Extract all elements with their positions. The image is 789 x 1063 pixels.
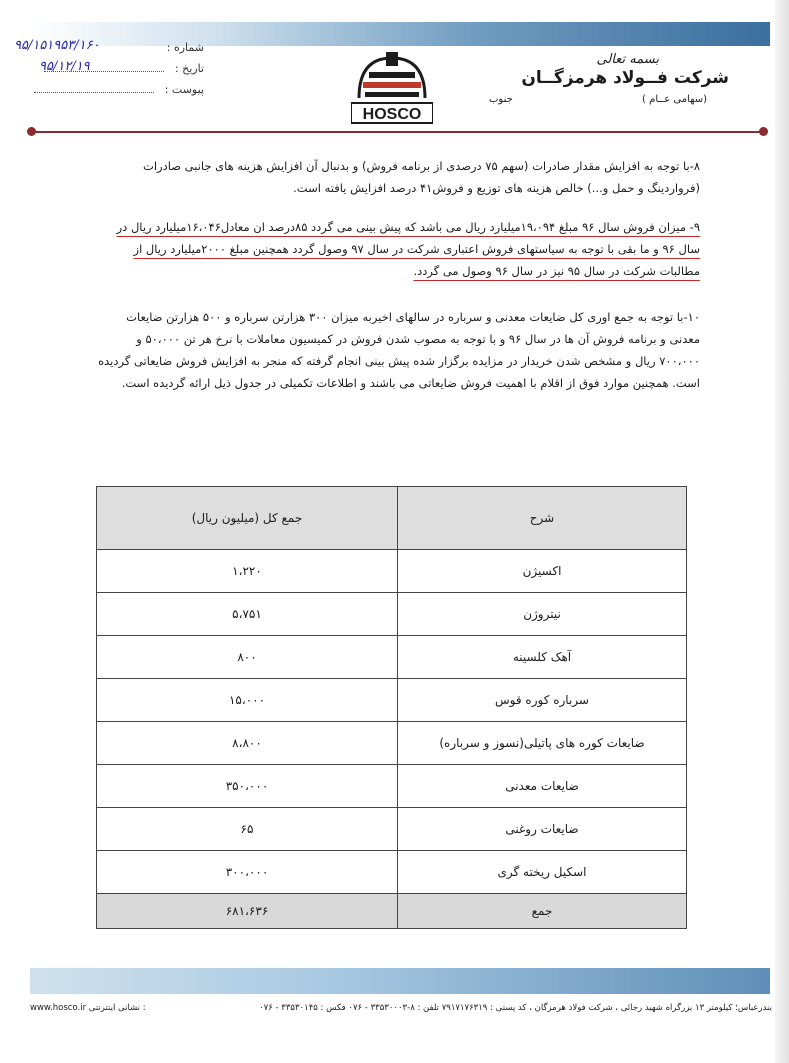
row-value: ۱۵،۰۰۰	[97, 679, 398, 722]
paragraph-9: ۹- میزان فروش سال ۹۶ مبلغ ۱۹،۰۹۴میلیارد ریال می باشد که پیش بینی می گردد ۸۵درصد ان معادل۱۶،۰۴۶میلیارد ریال در سال ۹۶ و ما بقی با توجه به سیاستهای فروش اعتباری شرکت در سال ۹۷ وصول گردد همچنین مبلغ ۲۰۰۰میلیارد ریال از مطالبات شرکت در سال ۹۵ نیز در سال ۹۶ وصول می گردد.	[116, 220, 700, 278]
page-edge-shadow	[775, 0, 789, 1063]
company-name: شرکت فــولاد هرمزگــان	[521, 68, 729, 88]
footer-color-band	[30, 968, 770, 994]
divider-dot-left	[27, 127, 36, 136]
row-desc: اسکیل ریخته گری	[398, 851, 687, 894]
col-header-total: جمع کل (میلیون ریال)	[97, 487, 398, 550]
attachment-row	[14, 80, 204, 101]
divider-dot-right	[759, 127, 768, 136]
table-row	[97, 722, 687, 765]
header-divider	[30, 131, 765, 133]
date-label: تاریخ :	[174, 62, 204, 75]
footer-address: بندرعباس؛ کیلومتر ۱۳ بزرگراه شهید رجائی ، شرکت فولاد هرمزگان ، کد پستی : ۷۹۱۷۱۷۶۳۱۹ تلفن : ۸-۳۳۵۳۰۰۰۳ - ۰۷۶ فکس : ۳۳۵۳۰۱۴۵ - ۰۷۶	[259, 1003, 772, 1013]
footer-website[interactable]: www.hosco.ir	[30, 1003, 87, 1013]
basmala: بسمه تعالی	[596, 52, 659, 67]
table-row	[97, 636, 687, 679]
footer-website-label: نشانی اینترنتی :	[88, 1003, 146, 1013]
table-row	[97, 550, 687, 593]
paragraph-8: ۸-با توجه به افزایش مقدار صادرات (سهم ۷۵ درصدی از برنامه فروش) و بدنبال آن افزایش هزینه های جانبی صادرات (فرواردینگ و حمل و...) خالص هزینه های توزیع و فروش۴۱ درصد افزایش یافته است.	[143, 159, 700, 195]
footer-website-block	[30, 1003, 146, 1013]
table-row	[97, 593, 687, 636]
row-value: ۵،۷۵۱	[97, 593, 398, 636]
date-row	[14, 59, 204, 80]
row-desc: ضایعات کوره های پاتیلی(نسوز و سرباره)	[398, 722, 687, 765]
reference-number-value: ۹۵/۱۵۱۹۵۳/۱۶۰	[14, 38, 100, 53]
company-region: جنوب	[489, 94, 513, 105]
row-value: ۸،۸۰۰	[97, 722, 398, 765]
table-row	[97, 679, 687, 722]
row-desc: سرباره کوره قوس	[398, 679, 687, 722]
table-header-row	[97, 487, 687, 550]
row-desc: آهک کلسینه	[398, 636, 687, 679]
table-row	[97, 851, 687, 894]
hosco-logo	[351, 50, 433, 125]
paragraph-10: ۱۰-با توجه به جمع اوری کل ضایعات معدنی و سرباره در سالهای اخیربه میزان ۳۰۰ هزارتن سرباره و ۵۰۰ هزارتن ضایعات معدنی و برنامه فروش آن ها در سال ۹۶ و با توجه به مصوب شدن فروش در کمیسیون معاملات با نرخ هر تن ۵۰،۰۰۰ و ۷۰۰،۰۰۰ ریال و مشخص شدن خریدار در مزایده برگزار شده پیش بینی انجام گرفته که منجر به افزایش فروش ضایعاتی گردیده است. همچنین موارد فوق از اقلام با اهمیت فروش ضایعاتی می باشند و اطلاعات تکمیلی در جدول ذیل ارائه گردیده است.	[98, 310, 700, 390]
company-type: (سهامی عــام )	[642, 94, 707, 105]
total-value: ۶۸۱،۶۳۶	[97, 894, 398, 929]
table-row	[97, 808, 687, 851]
logo-text: HOSCO	[362, 106, 422, 123]
col-header-desc: شرح	[398, 487, 687, 550]
table-row	[97, 765, 687, 808]
company-header	[489, 52, 729, 105]
table-total-row	[97, 894, 687, 929]
row-desc: نیتروژن	[398, 593, 687, 636]
row-value: ۳۰۰،۰۰۰	[97, 851, 398, 894]
row-value: ۶۵	[97, 808, 398, 851]
row-value: ۸۰۰	[97, 636, 398, 679]
reference-number-row	[14, 38, 204, 59]
row-desc: ضایعات معدنی	[398, 765, 687, 808]
date-value: ۹۵/۱۲/۱۹	[39, 59, 90, 74]
attachment-dots	[34, 92, 154, 93]
reference-number-label: شماره :	[166, 41, 204, 54]
row-desc: اکسیژن	[398, 550, 687, 593]
row-value: ۳۵۰،۰۰۰	[97, 765, 398, 808]
scrap-sales-table	[96, 486, 687, 929]
reference-block	[14, 38, 204, 101]
footer	[30, 1003, 772, 1021]
row-value: ۱،۲۲۰	[97, 550, 398, 593]
row-desc: ضایعات روغنی	[398, 808, 687, 851]
attachment-label: پیوست :	[164, 83, 204, 96]
total-label: جمع	[398, 894, 687, 929]
